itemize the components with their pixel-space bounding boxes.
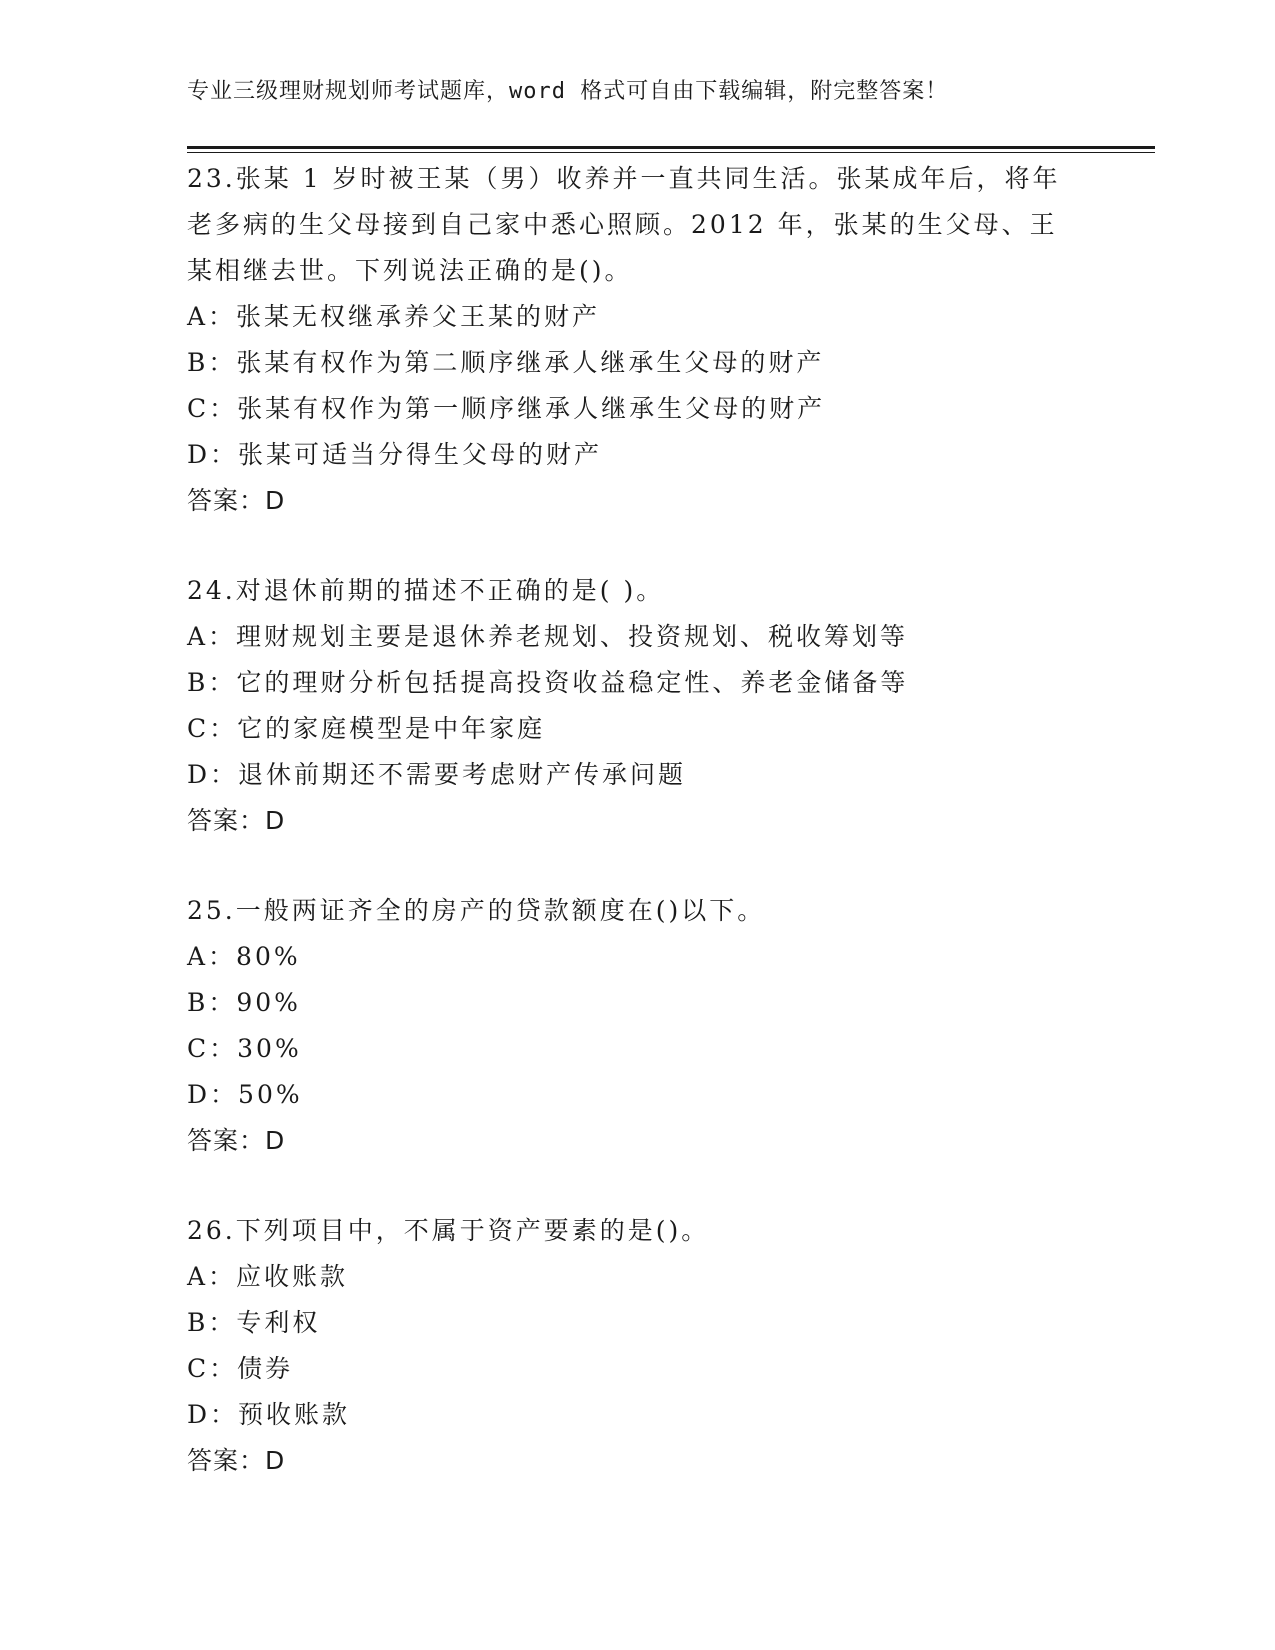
header-rule-thin	[187, 152, 1155, 153]
option-c: C：张某有权作为第一顺序继承人继承生父母的财产	[187, 394, 826, 423]
option-b: B：专利权	[187, 1308, 321, 1337]
option-d: D：预收账款	[187, 1400, 351, 1429]
answer: 答案：D	[187, 1126, 286, 1155]
answer: 答案：D	[187, 806, 286, 835]
question-list	[187, 156, 1087, 1528]
question-stem-line: 老多病的生父母接到自己家中悉心照顾。2012 年，张某的生父母、王	[187, 210, 1058, 239]
option-d: D：张某可适当分得生父母的财产	[187, 440, 603, 469]
option-d: D：50%	[187, 1080, 303, 1109]
option-a: A：80%	[187, 942, 301, 971]
question-26	[187, 1208, 1087, 1484]
answer: 答案：D	[187, 486, 286, 515]
question-stem-line: 某相继去世。下列说法正确的是()。	[187, 256, 633, 285]
option-b: B：它的理财分析包括提高投资收益稳定性、养老金储备等	[187, 668, 909, 697]
question-stem-line: 23.张某 1 岁时被王某（男）收养并一直共同生活。张某成年后，将年	[187, 164, 1061, 193]
question-25	[187, 888, 1087, 1164]
question-23	[187, 156, 1087, 524]
option-c: C：它的家庭模型是中年家庭	[187, 714, 546, 743]
option-c: C：30%	[187, 1034, 302, 1063]
option-c: C：债券	[187, 1354, 294, 1383]
option-b: B：张某有权作为第二顺序继承人继承生父母的财产	[187, 348, 825, 377]
question-stem-line: 24.对退休前期的描述不正确的是( )。	[187, 576, 665, 605]
question-stem-line: 26.下列项目中，不属于资产要素的是()。	[187, 1216, 710, 1245]
question-stem-line: 25.一般两证齐全的房产的贷款额度在()以下。	[187, 896, 766, 925]
page-header: 专业三级理财规划师考试题库，word 格式可自由下载编辑，附完整答案！	[187, 79, 949, 104]
option-a: A：理财规划主要是退休养老规划、投资规划、税收筹划等	[187, 622, 909, 651]
header-rule-thick	[187, 146, 1155, 149]
option-a: A：应收账款	[187, 1262, 349, 1291]
option-a: A：张某无权继承养父王某的财产	[187, 302, 601, 331]
answer: 答案：D	[187, 1446, 286, 1475]
option-d: D：退休前期还不需要考虑财产传承问题	[187, 760, 687, 789]
question-24	[187, 568, 1087, 844]
option-b: B：90%	[187, 988, 301, 1017]
